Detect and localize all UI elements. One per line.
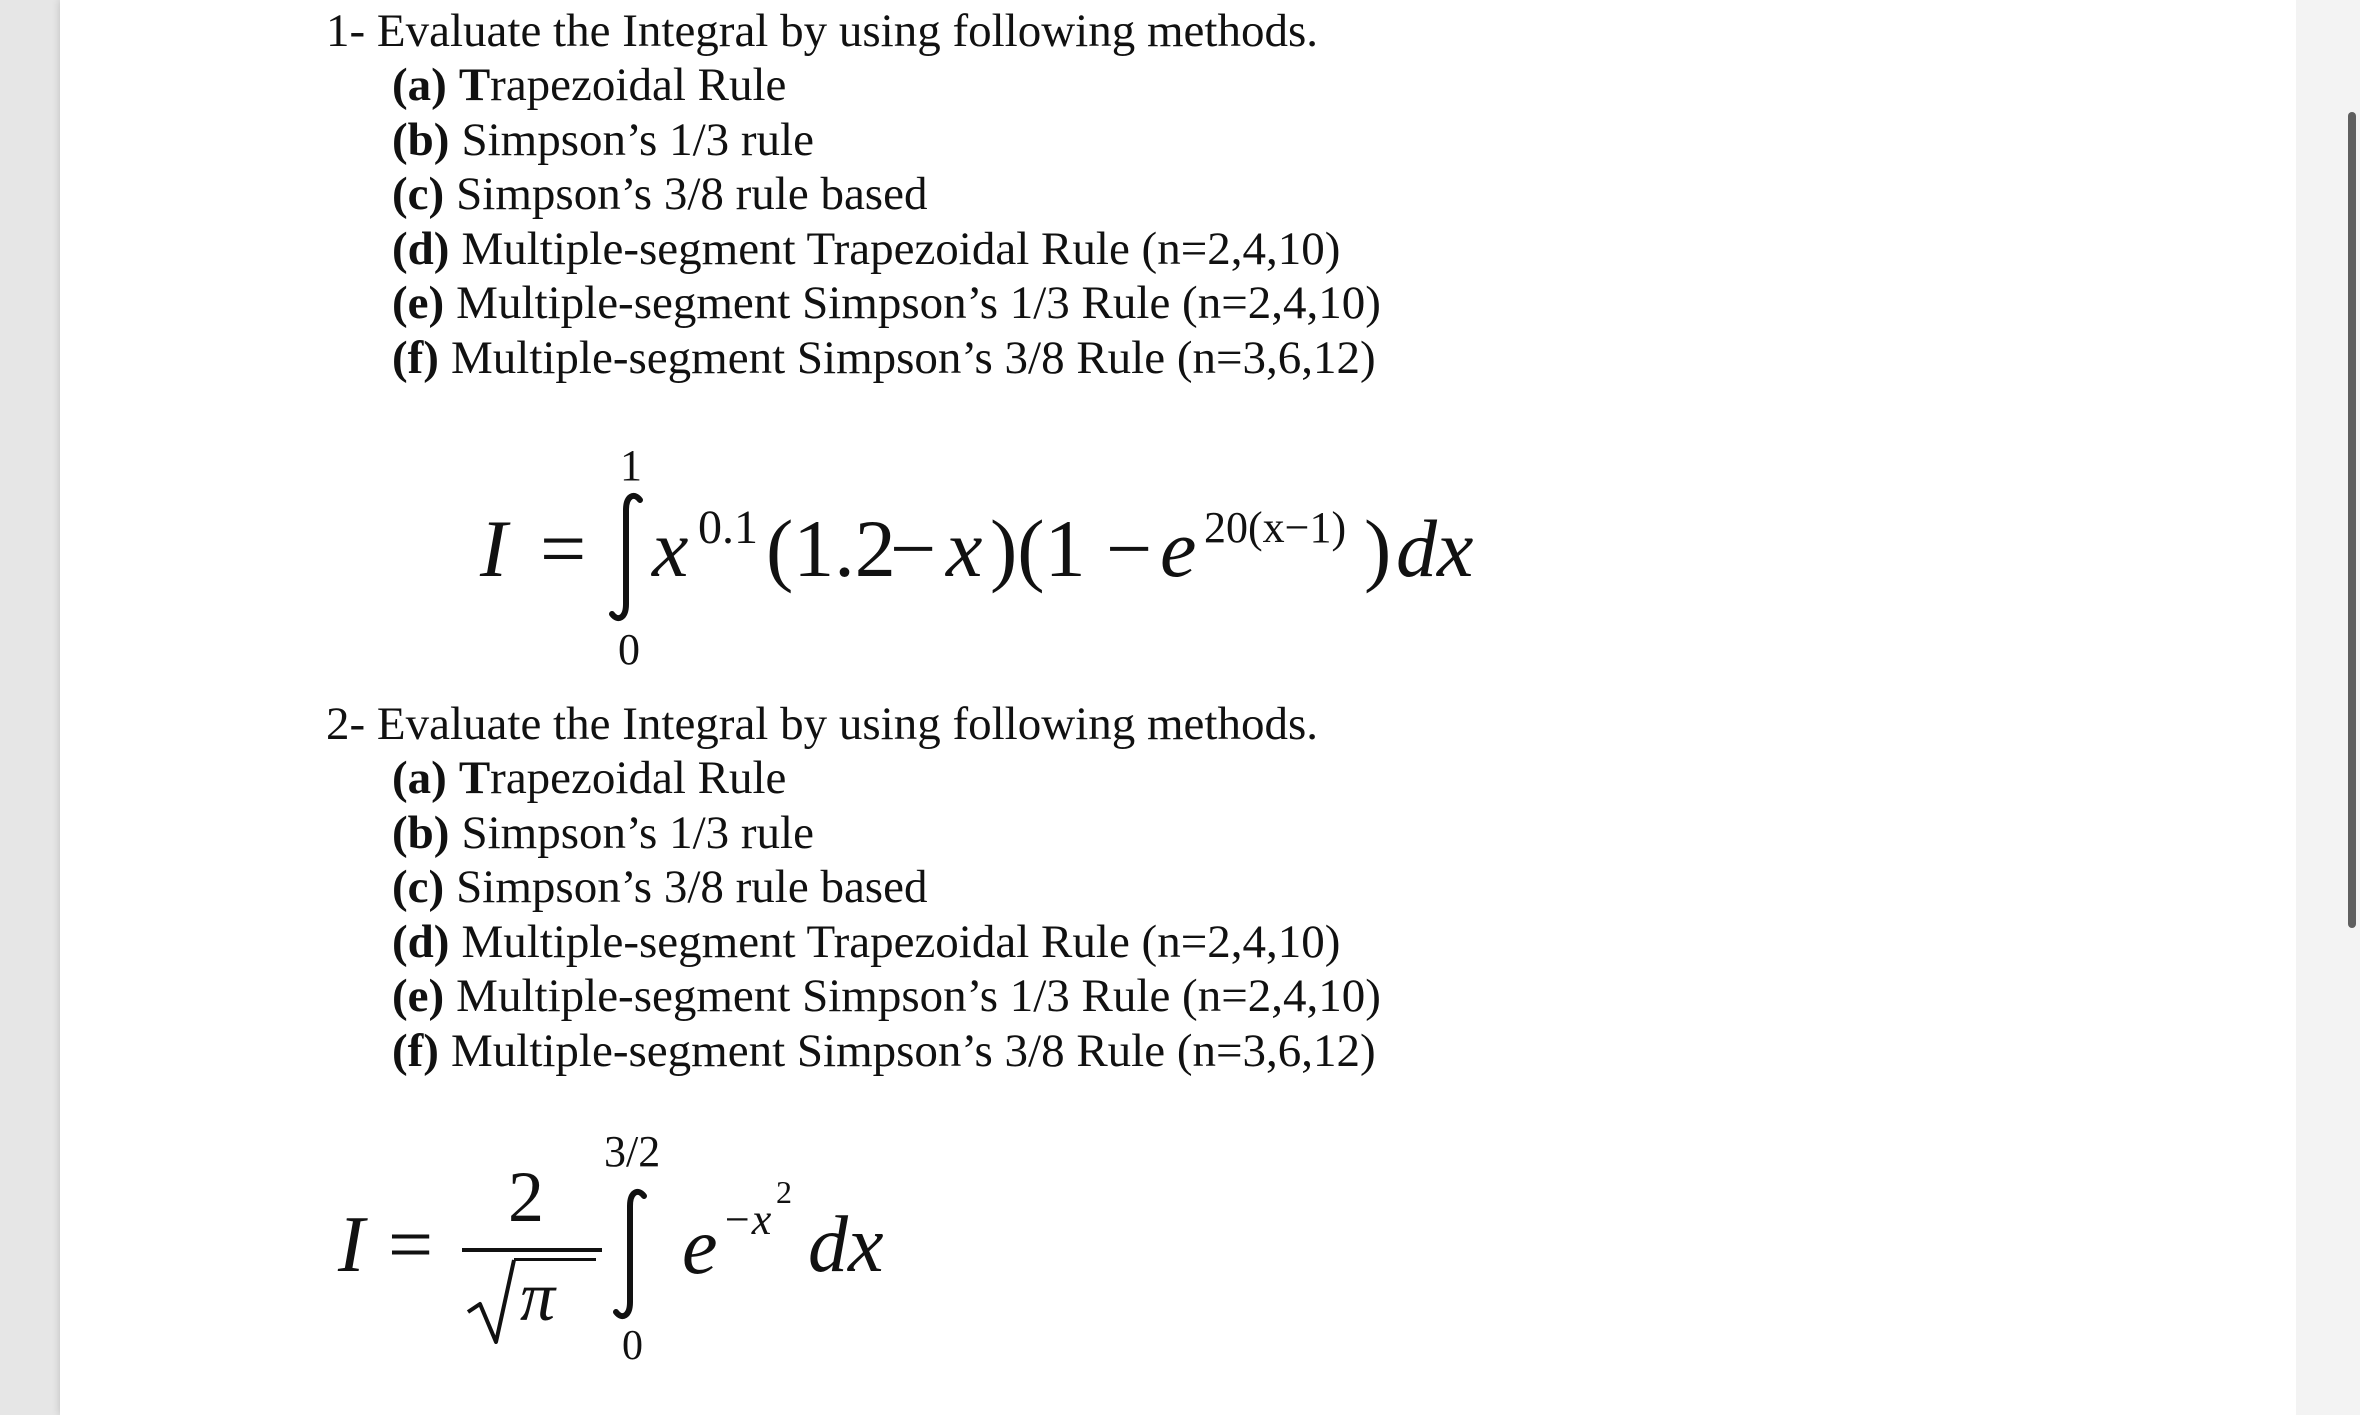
- method-letter: (e): [392, 970, 445, 1022]
- method-letter: (e): [392, 277, 445, 329]
- vertical-scrollbar[interactable]: [2348, 112, 2356, 928]
- factor-variable: x: [946, 503, 983, 594]
- fraction-bar: [462, 1248, 602, 1254]
- method-item: [392, 113, 1381, 168]
- exp-base: e: [1160, 503, 1197, 594]
- method-letter: (a): [392, 752, 447, 804]
- minus-sign: −: [890, 503, 937, 594]
- method-letter: (b): [392, 806, 450, 859]
- equation-lhs: I: [480, 503, 508, 594]
- method-item: [392, 1024, 1381, 1079]
- upper-limit: 3/2: [604, 1127, 661, 1176]
- method-item: [392, 751, 1381, 806]
- method-initial: T: [458, 752, 491, 804]
- exp-exponent: 20(x−1): [1204, 503, 1347, 552]
- method-text: Multiple-segment Simpson’s 1/3 Rule (n=2,4,10): [456, 277, 1381, 329]
- factor-open: (1.2: [766, 503, 896, 594]
- factor-close: )(1: [990, 503, 1086, 594]
- equation-2: [322, 1127, 942, 1390]
- method-text: Simpson’s 1/3 rule: [461, 113, 814, 166]
- integrand-base: x: [652, 503, 689, 594]
- method-letter: (f): [392, 1024, 439, 1077]
- minus-sign: −: [1106, 503, 1153, 594]
- method-letter: (b): [392, 113, 450, 166]
- equals-sign: =: [388, 1201, 434, 1289]
- exp-exponent: −x: [722, 1195, 772, 1244]
- method-item: [392, 58, 1381, 113]
- exp-base: e: [682, 1203, 718, 1291]
- question-1-title: 1- Evaluate the Integral by using following methods.: [326, 5, 1319, 57]
- method-letter: (d): [392, 222, 450, 275]
- method-letter: (c): [392, 861, 445, 913]
- fraction-denominator: π: [520, 1259, 556, 1336]
- method-text: Simpson’s 3/8 rule based: [456, 861, 928, 913]
- integral-sign-icon: [612, 1188, 652, 1320]
- method-text: Multiple-segment Trapezoidal Rule (n=2,4,10): [461, 222, 1341, 275]
- method-text: Simpson’s 3/8 rule based: [456, 168, 928, 220]
- method-letter: (c): [392, 168, 445, 220]
- square-root-icon: [466, 1258, 516, 1344]
- exp-exponent-power: 2: [776, 1174, 792, 1210]
- equals-sign: =: [540, 503, 587, 594]
- question-1-method-list: [326, 58, 1381, 385]
- method-item: [392, 331, 1381, 386]
- question-2-title: 2- Evaluate the Integral by using following methods.: [326, 698, 1319, 750]
- lower-limit: 0: [622, 1323, 643, 1369]
- upper-limit: 1: [620, 441, 642, 490]
- differential: dx: [1396, 503, 1474, 594]
- method-text: rapezoidal Rule: [490, 59, 787, 111]
- method-text: Multiple-segment Simpson’s 3/8 Rule (n=3,6,12): [450, 1024, 1376, 1077]
- method-letter: (d): [392, 915, 450, 968]
- method-text: Multiple-segment Simpson’s 3/8 Rule (n=3,6,12): [450, 331, 1376, 384]
- method-text: Multiple-segment Trapezoidal Rule (n=2,4,10): [461, 915, 1341, 968]
- fraction-numerator: 2: [508, 1157, 544, 1237]
- lower-limit: 0: [618, 625, 640, 674]
- method-item: [392, 806, 1381, 861]
- differential: dx: [808, 1201, 884, 1289]
- question-2: [326, 697, 1381, 1078]
- equation-1: [470, 440, 1520, 680]
- question-1: [326, 4, 1381, 385]
- method-item: [392, 167, 1381, 222]
- method-letter: (f): [392, 331, 439, 384]
- integral-sign-icon: [608, 492, 648, 622]
- equation-lhs: I: [338, 1201, 365, 1289]
- method-item: [392, 860, 1381, 915]
- method-item: [392, 969, 1381, 1024]
- method-text: Multiple-segment Simpson’s 1/3 Rule (n=2,4,10): [456, 970, 1381, 1022]
- closing-paren: ): [1364, 503, 1392, 594]
- integrand-exponent: 0.1: [698, 501, 758, 554]
- method-initial: T: [458, 59, 491, 111]
- question-2-method-list: [326, 751, 1381, 1078]
- method-item: [392, 915, 1381, 970]
- method-text: rapezoidal Rule: [490, 752, 787, 804]
- method-letter: (a): [392, 59, 447, 111]
- method-item: [392, 276, 1381, 331]
- method-text: Simpson’s 1/3 rule: [461, 806, 814, 859]
- method-item: [392, 222, 1381, 277]
